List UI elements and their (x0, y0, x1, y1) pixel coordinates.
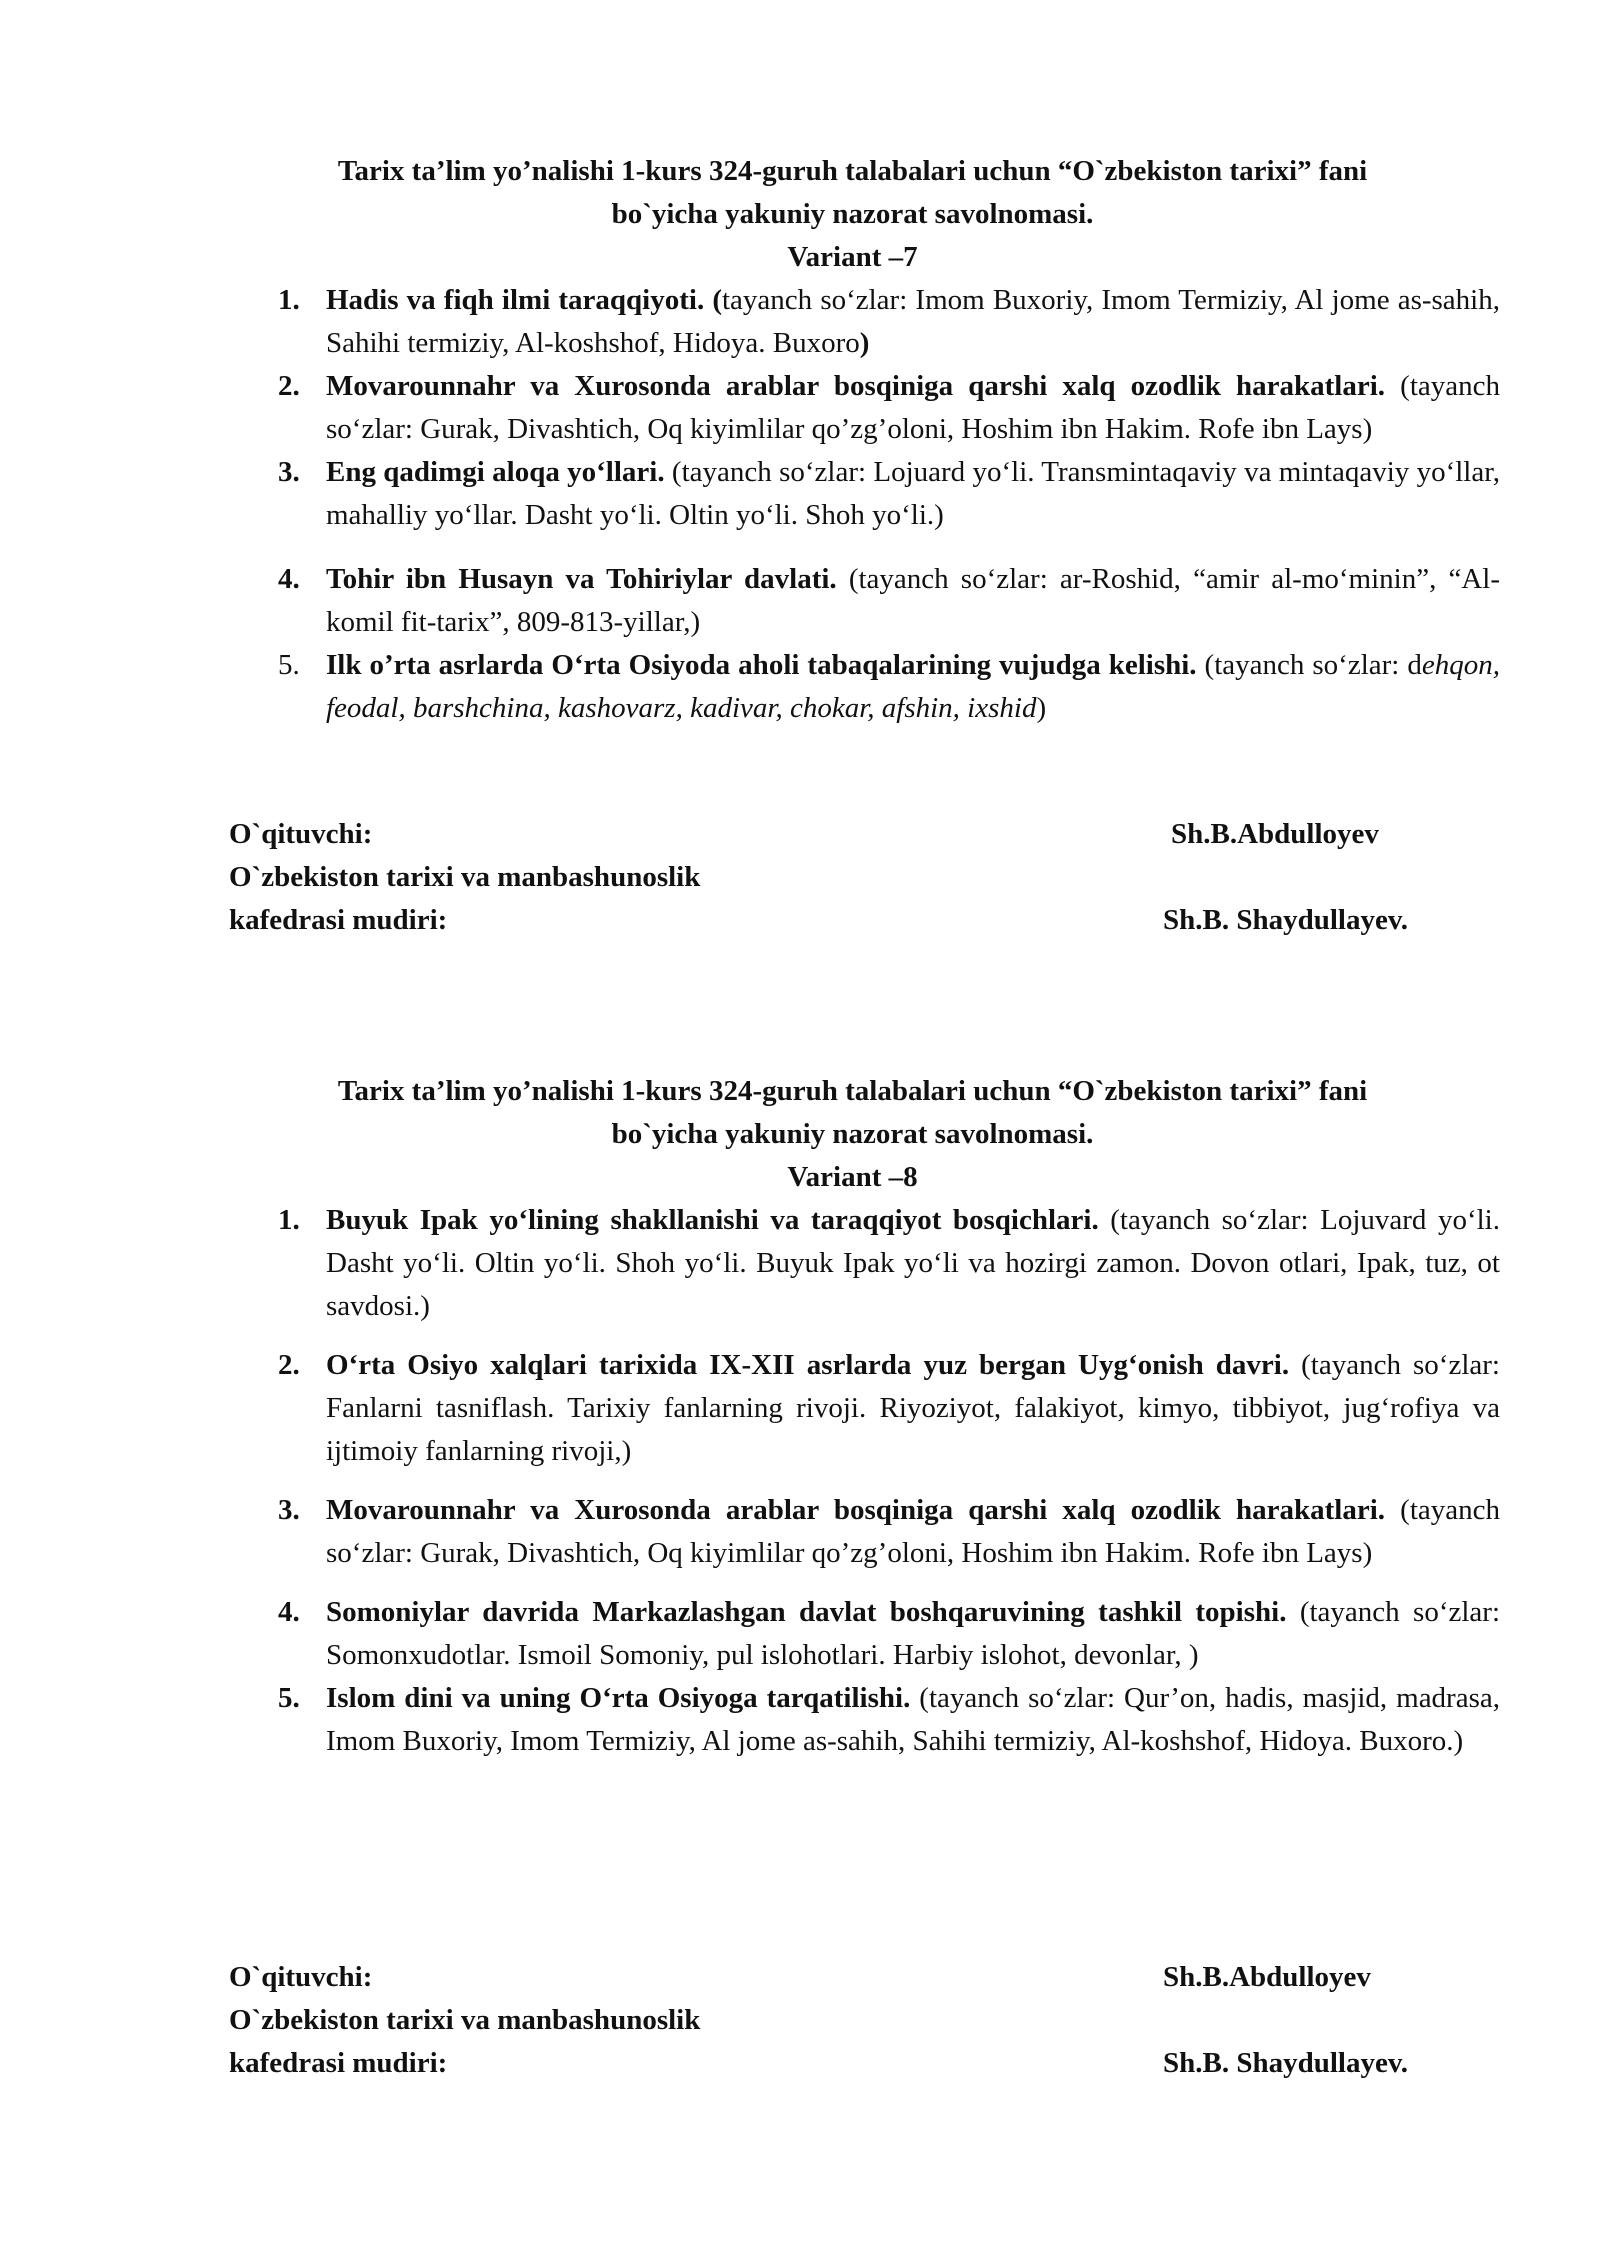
question-number: 4. (278, 563, 300, 595)
question-keywords-end: ) (1036, 692, 1047, 724)
question-keywords-italic: ehqon, feodal, barshchina, kashovarz, kadivar, chokar, afshin, ixshid (326, 649, 1500, 724)
teacher-name: Sh.B.Abdulloyev (1171, 818, 1379, 850)
head-label: kafedrasi mudiri: (229, 904, 448, 936)
department-label: O`zbekiston tarixi va manbashunoslik (229, 2004, 701, 2036)
teacher-label: O`qituvchi: (229, 1961, 373, 1993)
question-keywords: (tayanch so‘zlar: Qur’on, hadis, masjid, madrasa, Imom Buxoriy, Imom Termiziy, Al jome as-sahih, Sahihi termiziy, Al-koshshof, Hidoya. Buxoro.) (326, 1682, 1500, 1757)
question-number: 5. (278, 649, 300, 681)
header-line-1: Tarix ta’lim yo’nalishi 1-kurs 324-guruh talabalari uchun “O`zbekiston tarixi” fani (337, 1075, 1368, 1107)
question-item (278, 558, 1500, 644)
question-keywords: (tayanch so‘zlar: Lojuvard yo‘li. Dasht yo‘li. Oltin yo‘li. Shoh yo‘li. Buyuk Ipak yo‘li va hozirgi zamon. Dovon otlari, Ipak, tuz, ot savdosi.) (326, 1204, 1500, 1322)
question-number: 1. (278, 284, 300, 316)
variant-8-header (240, 1070, 1465, 1199)
question-topic: Movarounnahr va Xurosonda arablar bosqiniga qarshi xalq ozodlik harakatlari. (326, 370, 1386, 402)
question-item (278, 1199, 1500, 1328)
question-item (278, 1591, 1500, 1677)
question-number: 1. (278, 1204, 300, 1236)
question-keywords: tayanch so‘zlar: Imom Buxoriy, Imom Termiziy, Al jome as-sahih, Sahihi termiziy, Al-koshshof, Hidoya. Buxoro (326, 284, 1500, 359)
question-number: 2. (278, 370, 300, 402)
variant-8-question-list (278, 1199, 1500, 1763)
question-close-paren: ) (859, 327, 870, 359)
head-label: kafedrasi mudiri: (229, 2047, 448, 2079)
department-label: O`zbekiston tarixi va manbashunoslik (229, 861, 701, 893)
header-line-1: Tarix ta’lim yo’nalishi 1-kurs 324-guruh talabalari uchun “O`zbekiston tarixi” fani (337, 155, 1368, 187)
head-name: Sh.B. Shaydullayev. (1163, 904, 1408, 936)
question-keywords: (tayanch so‘zlar: Fanlarni tasniflash. Tarixiy fanlarning rivoji. Riyoziyot, falakiyot, kimyo, tibbiyot, jug‘rofiya va ijtimoiy fanlarning rivoji,) (326, 1349, 1500, 1467)
question-topic: Hadis va fiqh ilmi taraqqiyoti. ( (326, 284, 722, 316)
question-keywords: (tayanch so‘zlar: d (1196, 649, 1422, 681)
variant-8-signatures (229, 1956, 1469, 2085)
question-topic: Islom dini va uning O‘rta Osiyoga tarqatilishi. (326, 1682, 911, 1714)
header-line-2: bo`yicha yakuniy nazorat savolnomasi. (611, 1118, 1094, 1150)
header-line-2: bo`yicha yakuniy nazorat savolnomasi. (611, 198, 1094, 230)
question-topic: Movarounnahr va Xurosonda arablar bosqiniga qarshi xalq ozodlik harakatlari. (326, 1494, 1386, 1526)
variant-7-question-list (278, 279, 1500, 730)
question-item (278, 1677, 1500, 1763)
variant-7-signatures (229, 813, 1469, 942)
teacher-name: Sh.B.Abdulloyev (1163, 1961, 1371, 1993)
question-keywords: (tayanch so‘zlar: Gurak, Divashtich, Oq kiyimlilar qo’zg’oloni, Hoshim ibn Hakim. Rofe ibn Lays) (326, 1494, 1500, 1569)
question-item (278, 644, 1500, 730)
question-topic: Tohir ibn Husayn va Tohiriylar davlati. (326, 563, 837, 595)
question-topic: Eng qadimgi aloqa yo‘llari. (326, 456, 665, 488)
question-keywords: (tayanch so‘zlar: Somonxudotlar. Ismoil Somoniy, pul islohotlari. Harbiy islohot, devonlar, ) (326, 1596, 1500, 1671)
variant-label: Variant –8 (787, 1161, 918, 1193)
question-topic: O‘rta Osiyo xalqlari tarixida IX-XII asrlarda yuz bergan Uyg‘onish davri. (326, 1349, 1290, 1381)
teacher-label: O`qituvchi: (229, 818, 373, 850)
variant-label: Variant –7 (787, 241, 918, 273)
question-topic: Somoniylar davrida Markazlashgan davlat boshqaruvining tashkil topishi. (326, 1596, 1287, 1628)
question-number: 3. (278, 456, 300, 488)
question-item (278, 279, 1500, 365)
question-keywords: (tayanch so‘zlar: ar-Roshid, “amir al-mo‘minin”, “Al-komil fit-tarix”, 809-813-yillar,) (326, 563, 1500, 638)
question-topic: Buyuk Ipak yo‘lining shakllanishi va taraqqiyot bosqichlari. (326, 1204, 1099, 1236)
question-topic: Ilk o’rta asrlarda O‘rta Osiyoda aholi tabaqalarining vujudga kelishi. (326, 649, 1197, 681)
question-number: 3. (278, 1494, 300, 1526)
question-item (278, 1344, 1500, 1473)
question-number: 2. (278, 1349, 300, 1381)
question-number: 5. (278, 1682, 300, 1714)
question-item (278, 451, 1500, 537)
head-name: Sh.B. Shaydullayev. (1163, 2047, 1408, 2079)
question-item (278, 365, 1500, 451)
question-item (278, 1489, 1500, 1575)
question-keywords: (tayanch so‘zlar: Lojuard yo‘li. Transmintaqaviy va mintaqaviy yo‘llar, mahalliy yo‘llar. Dasht yo‘li. Oltin yo‘li. Shoh yo‘li.) (326, 456, 1500, 531)
variant-7-header (240, 150, 1465, 279)
question-keywords: (tayanch so‘zlar: Gurak, Divashtich, Oq kiyimlilar qo’zg’oloni, Hoshim ibn Hakim. Rofe ibn Lays) (326, 370, 1500, 445)
question-number: 4. (278, 1596, 300, 1628)
